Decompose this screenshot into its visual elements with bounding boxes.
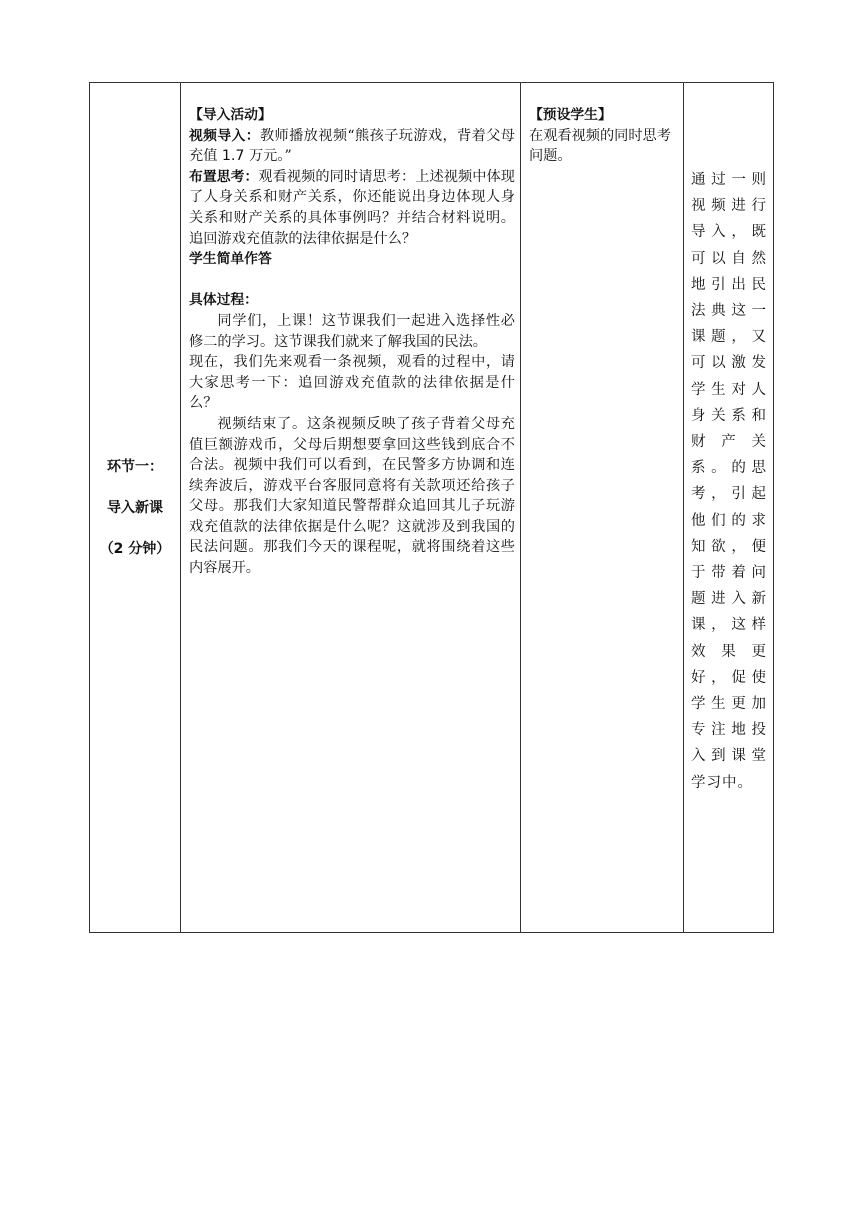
stage-title: 环节一： <box>107 458 163 475</box>
video-intro <box>189 126 515 167</box>
video-amount: 1.7 <box>221 148 245 165</box>
stage-name: 导入新课 <box>107 499 163 516</box>
lesson-plan-table <box>89 82 774 933</box>
answer-label: 学生简单作答 <box>189 251 272 268</box>
stage-cell <box>90 83 181 933</box>
blank-line <box>189 270 515 291</box>
video-label: 视频导入： <box>189 127 260 144</box>
process-label: 具体过程： <box>189 292 258 309</box>
process-paragraph-3: 视频结束了。这条视频反映了孩子背着父母充值巨额游戏币，父母后期想要拿回这些钱到底合不合法。视频中我们可以看到，在民警多方协调和连续奔波后，游戏平台客服同意将有关款项还给孩子父母。那我们大家知道民警帮群众追回其儿子玩游戏充值款的法律依据是什么呢？这就涉及到我国的民法问题。那我们今天的课程呢，就将围绕着这些内容展开。 <box>189 415 515 577</box>
process-paragraph-1: 同学们，上课！这节课我们一起进入选择性必修二的学习。这节课我们就来了解我国的民法。 <box>189 312 515 350</box>
design-intent-text: 通过一则视频进行导入，既可以自然地引出民法典这一课题，又可以激发学生对人身关系和财产关系。的思考，引起他们的求知欲，便于带着问题进入新课，这样效果更好，促使学生更加专注地投入到课堂学习中。 <box>691 172 767 791</box>
student-cell <box>521 83 684 933</box>
think-prompt <box>189 167 515 249</box>
student-heading: 【预设学生】 <box>529 107 612 123</box>
think-text: 观看视频的同时请思考：上述视频中体现了人身关系和财产关系，你还能说出身边体现人身关系和财产关系的具体事例吗？并结合材料说明。追回游戏充值款的法律依据是什么？ <box>189 168 515 247</box>
activity-heading: 【导入活动】 <box>189 107 272 123</box>
video-text-a: 教师播放视频“熊孩子玩游戏，背着父母充值 <box>189 127 515 165</box>
video-text-b: 万元。” <box>244 148 292 165</box>
stage-duration: （2 分钟） <box>99 540 171 557</box>
table-row <box>90 83 774 933</box>
intent-cell <box>684 83 774 933</box>
student-text: 在观看视频的同时思考问题。 <box>529 127 671 165</box>
activity-cell <box>181 83 521 933</box>
process-paragraph-2: 现在，我们先来观看一条视频，观看的过程中，请大家思考一下：追回游戏充值款的法律依据是什么？ <box>189 354 515 412</box>
think-label: 布置思考： <box>189 168 259 185</box>
